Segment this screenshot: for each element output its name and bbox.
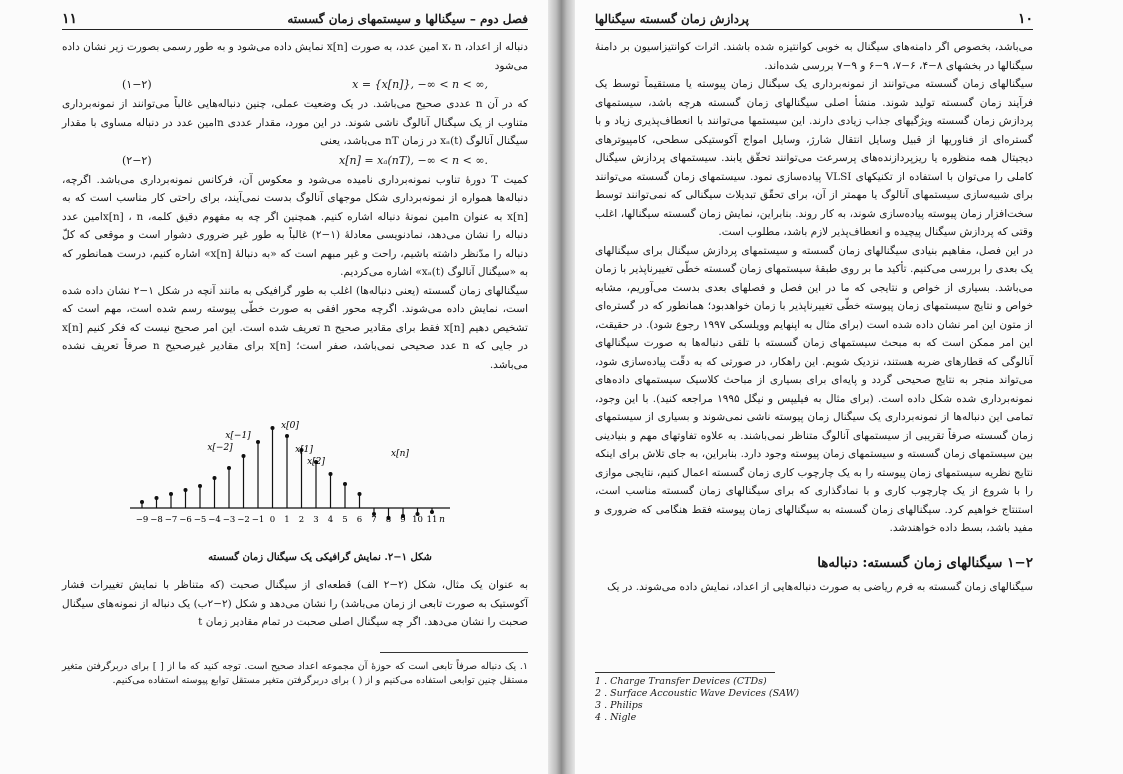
tick-label: 4 (327, 515, 334, 525)
equation-text: x = {x[n]}, −∞ < n < ∞, (352, 78, 488, 91)
figure-stems (140, 426, 434, 520)
left-footnote-rule (380, 652, 528, 653)
right-para-4: سیگنالهای زمان گسسته به فرم ریاضی به صورت دنباله‌هایی از اعداد، نمایش داده می‌شوند. در یک (607, 581, 1033, 593)
right-para-3: در این فصل، مفاهیم بنیادی سیگنالهای زمان گسسته و سیستمهای پردازش سیگنال برای سیگنالهای یک بعدی را بررسی می‌کنیم. تأکید ما بر روی طبقهٔ سیستمهای زمان گسسته خطّی تغییرناپذیر با زمان می‌باشد. بسیاری از خواص و نتایجی که ما در این فصل و فصلهای بعدی بدست می‌آوریم، مشابه خواص و نتایج سیستمهای زمان پیوسته خطّی تغییرناپذیر با زمان خواهدبود؛ همانطور که در گستره‌ای از متون این امر نشان داده شده است (برای مثال به اپنهایم وویلسکی ۱۹۹۷ رجوع شود). در حقیقت، این امر ممکن است که به مبحث سیستمهای زمان گسسته با تلقی دنباله‌ها به صورت سیگنالهای آنالوگی که قطارهای ضربه هستند، نزدیک شویم. این راهکار، در صورتی که به دقّت پیاده‌سازی شود، می‌تواند منجر به نتایج صحیحی گردد و پایه‌ای برای بسیاری از مباحث کلاسیک سیستمهای داده‌های نمونه‌برداری شده شکل داده است. (برای مثال به فیلیپس و نیگل ۱۹۹۵ مراجعه کنید). با این وجود، تمامی این دنباله‌ها از نمونه‌برداری یک سیگنال زمان پیوسته ناشی نمی‌شوند و بسیاری از سیستمهای زمان گسسته صرفاً تقریبی از سیستمهای آنالوگ متناظر نمی‌باشند. به علاوه تفاوتهای مهم و بنیادینی بین سیستمهای زمان گسسته و سیستمهای زمان پیوسته وجود دارد. بنابراین، به جای تلاش برای اینکه نتایج نظریه سیستمهای زمان پیوسته را به یک چارچوب کاری زمان گسسته اعمال کنیم، نتایجی موازی را با شروع از یک چارچوب کاری و با نمادگذاری که برای سیگنالهای زمان گسسته مناسب است، استنتاج خواهیم کرد. سیگنالهای زمان گسسته به سیگنالهای زمان پیوسته فقط هنگامی که ضروری و مفید باشد، بسط داده خواهندشد. (595, 244, 1033, 534)
equation-2-1 (62, 75, 528, 95)
footnote-1: 1 . Charge Transfer Devices (CTDs) (595, 676, 767, 687)
footnote-2: 2 . Surface Accoustic Wave Devices (SAW) (595, 688, 800, 699)
right-body (595, 38, 1033, 597)
figure-2-1 (120, 408, 540, 548)
left-header (62, 8, 528, 30)
label-x-1: x[1] (295, 445, 313, 455)
tick-label: 6 (356, 515, 363, 525)
tick-label: −9 (135, 515, 149, 525)
label-x-n: x[n] (391, 449, 409, 459)
right-para-1: می‌باشد، بخصوص اگر دامنه‌های سیگنال به خوبی کوانتیزه شده باشند. اثرات کوانتیزاسیون بر دامنهٔ سیگنالها در بخشهای ۸−۴، ۶−۷، ۹−۶ و ۹−۷ بررسی شده‌اند. (595, 41, 1033, 72)
tick-label: 10 (412, 515, 423, 525)
stem-marker (358, 492, 362, 496)
tick-label: 8 (385, 515, 392, 525)
stem-marker (169, 492, 173, 496)
label-x-minus-2: x[−2] (207, 443, 233, 453)
section-title: ۱−۲ سیگنالهای زمان گسسته: دنباله‌ها (817, 554, 1033, 571)
left-page-number: ۱۱ (62, 10, 78, 27)
tick-label: −1 (251, 515, 265, 525)
right-footnote-rule (595, 672, 775, 673)
right-page-number: ۱۰ (1017, 10, 1033, 27)
figure-caption: شکل ۱−۲. نمایش گرافیکی یک سیگنال زمان گسسته (208, 552, 432, 563)
left-running-head: فصل دوم – سیگنالها و سیستمهای زمان گسسته (287, 11, 528, 26)
tick-label: 7 (371, 515, 377, 525)
tick-label: −8 (150, 515, 163, 525)
equation-number: (۲−۲) (122, 153, 152, 167)
equation-text: x[n] = xₐ(nT), −∞ < n < ∞. (339, 153, 488, 167)
stem-marker (256, 440, 260, 444)
stem-marker (329, 472, 333, 476)
tick-label: 3 (313, 515, 319, 525)
stem-marker (285, 434, 289, 438)
figure-tick-labels (136, 515, 438, 525)
left-para-4: سیگنالهای زمان گسسته (یعنی دنباله‌ها) اغلب به طور گرافیکی به مانند آنچه در شکل ۱−۲ نشان داده شده است، نمایش داده می‌شوند. اگرچه محور افقی به صورت خطّی پیوسته رسم شده است، مهم است که تشخیص دهیم x[n] فقط برای مقادیر صحیح n تعریف شده است. این امر صحیح نیست که فکر کنیم x[n] در جایی که n عدد صحیحی نمی‌باشد، صفر است؛ x[n] برای مقادیر غیرصحیح n صرفاً تعریف نشده می‌باشد. (62, 284, 528, 371)
tick-label: −5 (193, 515, 207, 525)
stem-marker (140, 500, 144, 504)
left-para-3: کمیت T دورهٔ تناوب نمونه‌برداری نامیده می‌شود و معکوس آن، فرکانس نمونه‌برداری می‌باشد. اگرچه، دنباله‌ها همواره از نمونه‌برداری شکل موجهای آنالوگ بدست نمی‌آیند، برای راحتی کار مناسب است که به x[n] به عنوان nامین نمونهٔ دنباله اشاره کنیم. همچنین اگر چه به مفهوم دقیق کلمه، x[n] ، nامین عدد دنباله را نشان می‌دهد، نمادنویسی معادلهٔ (۱−۲) غالباً به طور غیر ضروری دشوار است و موقعی که کلّ دنباله را مدّنظر داشته باشیم، راحت و غیر مبهم است که «به دنبالهٔ x[n]» اشاره کنیم، درست همانطور که به «سیگنال آنالوگ xₐ(t)» اشاره می‌کردیم. (62, 173, 528, 278)
tick-label: −2 (237, 515, 250, 525)
equation-number: (۱−۲) (122, 78, 152, 91)
stem-marker (343, 482, 347, 486)
tick-label: 9 (400, 515, 406, 525)
footnote-4: 4 . Nigle (595, 712, 637, 723)
left-body-bottom (62, 576, 528, 632)
stem-marker (242, 454, 246, 458)
right-running-head: پردازش زمان گسسته سیگنالها (595, 11, 749, 26)
right-footnotes (595, 676, 895, 724)
equation-2-2 (62, 151, 528, 171)
label-n: n (439, 515, 445, 525)
right-page (575, 0, 1123, 774)
left-para-1: دنباله از اعداد، x، n امین عدد، به صورت x[n] نمایش داده می‌شود و به طور رسمی بصورت زیر نشان داده می‌شود (62, 41, 528, 72)
stem-marker (430, 510, 434, 514)
left-body-top (62, 38, 528, 374)
right-para-2: سیگنالهای زمان گسسته می‌توانند از نمونه‌برداری یک سیگنال زمان پیوسته یا مستقیماً توسط یک فرآیند زمان گسسته تولید شوند. منشأ اصلی سیگنالهای زمان گسسته هرچه باشد، سیستمهای پردازش زمان گسسته ویژگیهای جذاب زیادی دارند. این سیستمها می‌توانند با انعطاف‌پذیری زیاد و با گستره‌ای از فناوریها از قبیل وسایل انتقال شارژ، وسایل امواج آکوستیکی سطحی، کامپیوترهای دیجیتال همه منظوره یا ریزپردازنده‌های پرسرعت می‌توانند تحقّق یابند. سیستمهای پردازش سیگنال کاملی را می‌توان با استفاده از تکنیکهای VLSI پیاده‌سازی نمود. سیستمهای زمان گسسته می‌توانند برای شبیه‌سازی سیستمهای آنالوگ یا مهمتر از آن، برای تحقّق تبدیلات سیگنالی که نمی‌توانند توسط سخت‌افزار زمان پیوسته پیاده‌سازی شوند، به کار روند. بنابراین، نمایش زمان گسسته سیگنالها، اغلب وقتی که پردازش سیگنال پیچیده و انعطاف‌پذیر لازم باشد، مطلوب است. (595, 78, 1034, 238)
book-gutter (548, 0, 575, 774)
label-x-minus-1: x[−1] (225, 431, 251, 441)
left-para-5: به عنوان یک مثال، شکل (۲−۲ الف) قطعه‌ای از سیگنال صحبت (که متناظر با نمایش تغییرات فشار آکوستیک به صورت تابعی از زمان می‌باشد) را نشان می‌دهد و شکل (۲−۲ب) یک دنباله از نمونه‌های سیگنال صحبت را نشان می‌دهد. اگر چه سیگنال اصلی صحبت در تمام مقادیر زمان t (62, 579, 528, 628)
left-footnote: ۱. یک دنباله صرفاً تابعی است که حوزهٔ آن مجموعه اعداد صحیح است. توجه کنید که ما از [ ] برای دربرگرفتن متغیر مستقل چنین توابعی استفاده می‌کنیم و از ( ) برای دربرگرفتن متغیر مستقل توابع پیوسته استفاده می‌کنیم. (62, 661, 528, 686)
left-para-2: که در آن n عددی صحیح می‌باشد. در یک وضعیت عملی، چنین دنباله‌هایی غالباً می‌توانند از نمونه‌برداری متناوب از یک سیگنال آنالوگ ناشی شوند. در این مورد، مقدار عددی nامین عدد در دنباله مساوی با مقدار سیگنال آنالوگ xₐ(t) در زمان nT می‌باشد، یعنی (62, 98, 528, 147)
right-header (595, 8, 1033, 30)
tick-label: 11 (426, 515, 438, 525)
stem-marker (213, 476, 217, 480)
stem-marker (198, 484, 202, 488)
stem-marker (184, 488, 188, 492)
stem-marker (155, 496, 159, 500)
tick-label: −3 (222, 515, 236, 525)
tick-label: 5 (342, 515, 348, 525)
tick-label: 1 (284, 515, 290, 525)
tick-label: 2 (298, 515, 305, 525)
tick-label: −7 (164, 515, 178, 525)
stem-marker (227, 466, 231, 470)
footnote-3: 3 . Philips (595, 700, 643, 711)
label-x-2: x[2] (307, 457, 325, 467)
tick-label: 0 (269, 515, 276, 525)
tick-label: −6 (179, 515, 192, 525)
left-page (0, 0, 548, 774)
label-x-0: x[0] (281, 421, 299, 431)
stem-marker (271, 426, 275, 430)
tick-label: −4 (208, 515, 221, 525)
